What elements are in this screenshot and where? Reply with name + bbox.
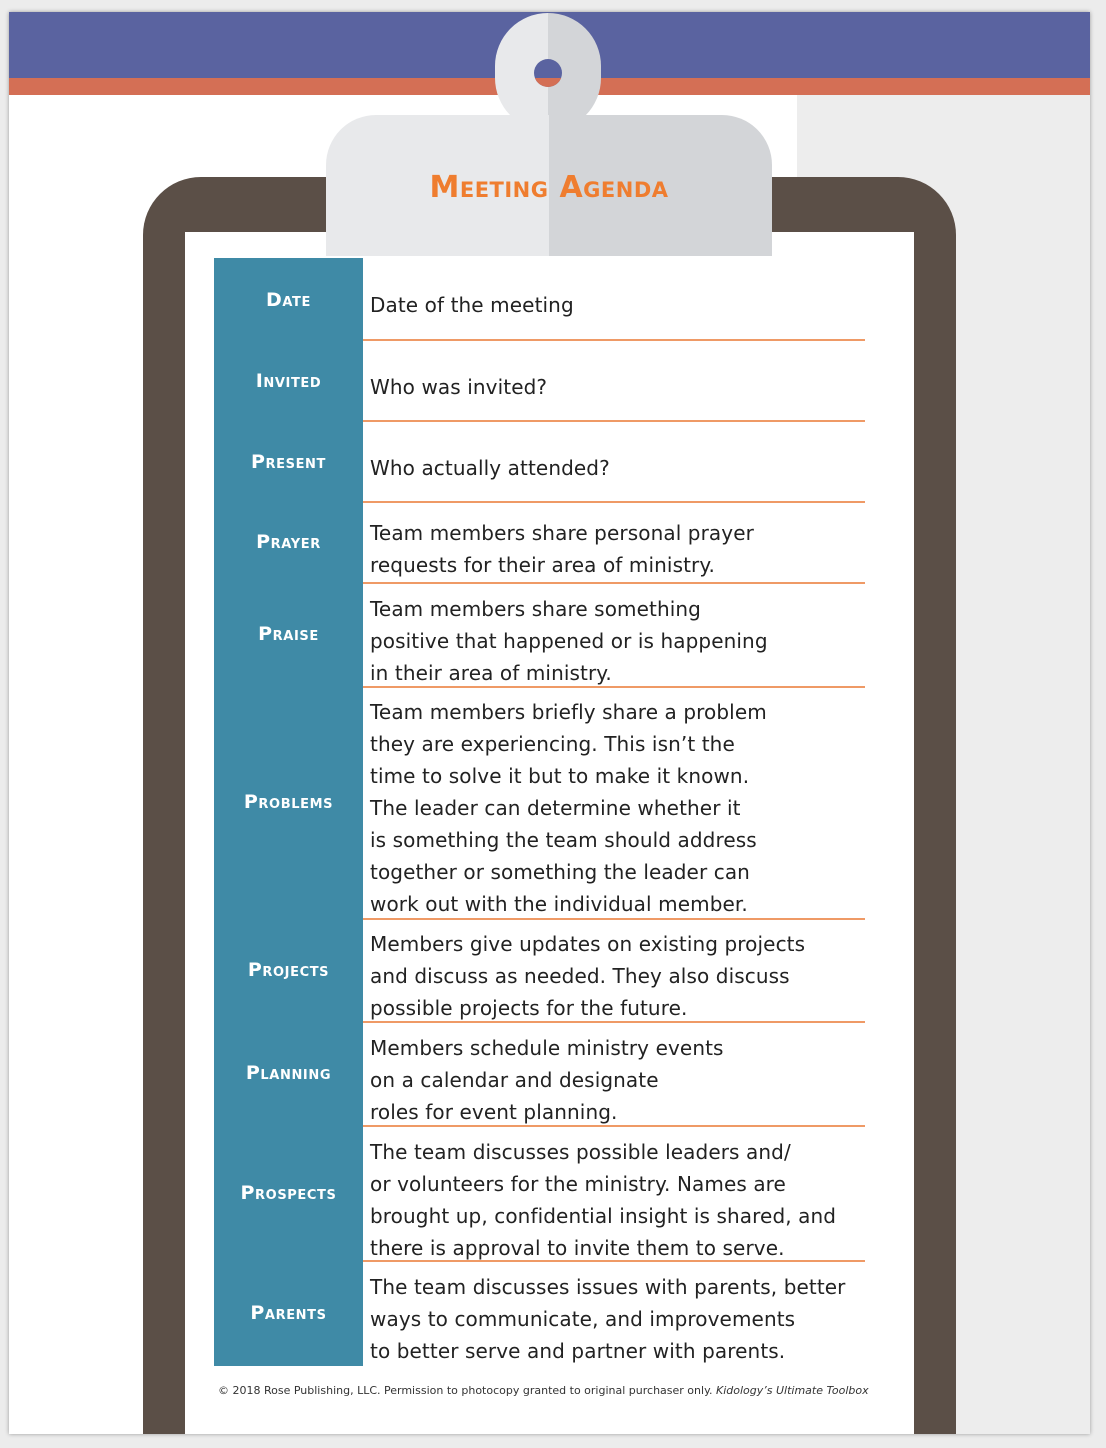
row-label: Date bbox=[266, 289, 311, 311]
copyright-text: © 2018 Rose Publishing, LLC. Permission to photocopy granted to original purchaser only. bbox=[218, 1384, 716, 1397]
row-label: Planning bbox=[245, 1062, 332, 1084]
row-description: The team discusses issues with parents, better ways to communicate, and improvements to better serve and partner with parents. bbox=[370, 1275, 846, 1363]
agenda-page bbox=[9, 12, 1090, 1434]
row-description: Who was invited? bbox=[370, 375, 548, 399]
row-label: Prospects bbox=[240, 1182, 337, 1204]
row-divider bbox=[363, 918, 865, 920]
row-description: Who actually attended? bbox=[370, 456, 610, 480]
row-description: Team members briefly share a problem they are experiencing. This isn’t the time to solve it but to make it known. The leader can determine whether it is something the team should address together or something the leader can work out with the individual member. bbox=[370, 700, 767, 916]
row-label: Prayer bbox=[256, 531, 321, 553]
row-label: Praise bbox=[258, 623, 319, 645]
page-title: Meeting Agenda bbox=[429, 170, 669, 205]
row-divider bbox=[363, 1021, 865, 1023]
row-divider bbox=[363, 420, 865, 422]
row-label: Invited bbox=[255, 370, 322, 392]
row-label: Parents bbox=[250, 1302, 327, 1324]
row-description: Members give updates on existing projects and discuss as needed. They also discuss possible projects for the future. bbox=[370, 932, 806, 1020]
row-divider bbox=[363, 501, 865, 503]
book-title: Kidology’s Ultimate Toolbox bbox=[716, 1384, 869, 1397]
row-label: Present bbox=[250, 451, 326, 473]
row-divider bbox=[363, 686, 865, 688]
clipboard-clip-hole-icon bbox=[534, 59, 562, 87]
row-description: Team members share something positive that happened or is happening in their area of ministry. bbox=[370, 597, 768, 685]
row-divider bbox=[363, 582, 865, 584]
row-divider bbox=[363, 1125, 865, 1127]
row-description: Members schedule ministry events on a calendar and designate roles for event planning. bbox=[370, 1036, 724, 1124]
row-description: Date of the meeting bbox=[370, 293, 574, 317]
row-label: Projects bbox=[247, 959, 330, 981]
row-divider bbox=[363, 1260, 865, 1262]
row-description: The team discusses possible leaders and/ or volunteers for the ministry. Names are brought up, confidential insight is shared, and there is approval to invite them to serve. bbox=[370, 1140, 837, 1260]
row-divider bbox=[363, 339, 865, 341]
copyright-footer bbox=[218, 1384, 878, 1397]
row-description: Team members share personal prayer requests for their area of ministry. bbox=[370, 521, 754, 577]
row-label: Problems bbox=[243, 791, 334, 813]
